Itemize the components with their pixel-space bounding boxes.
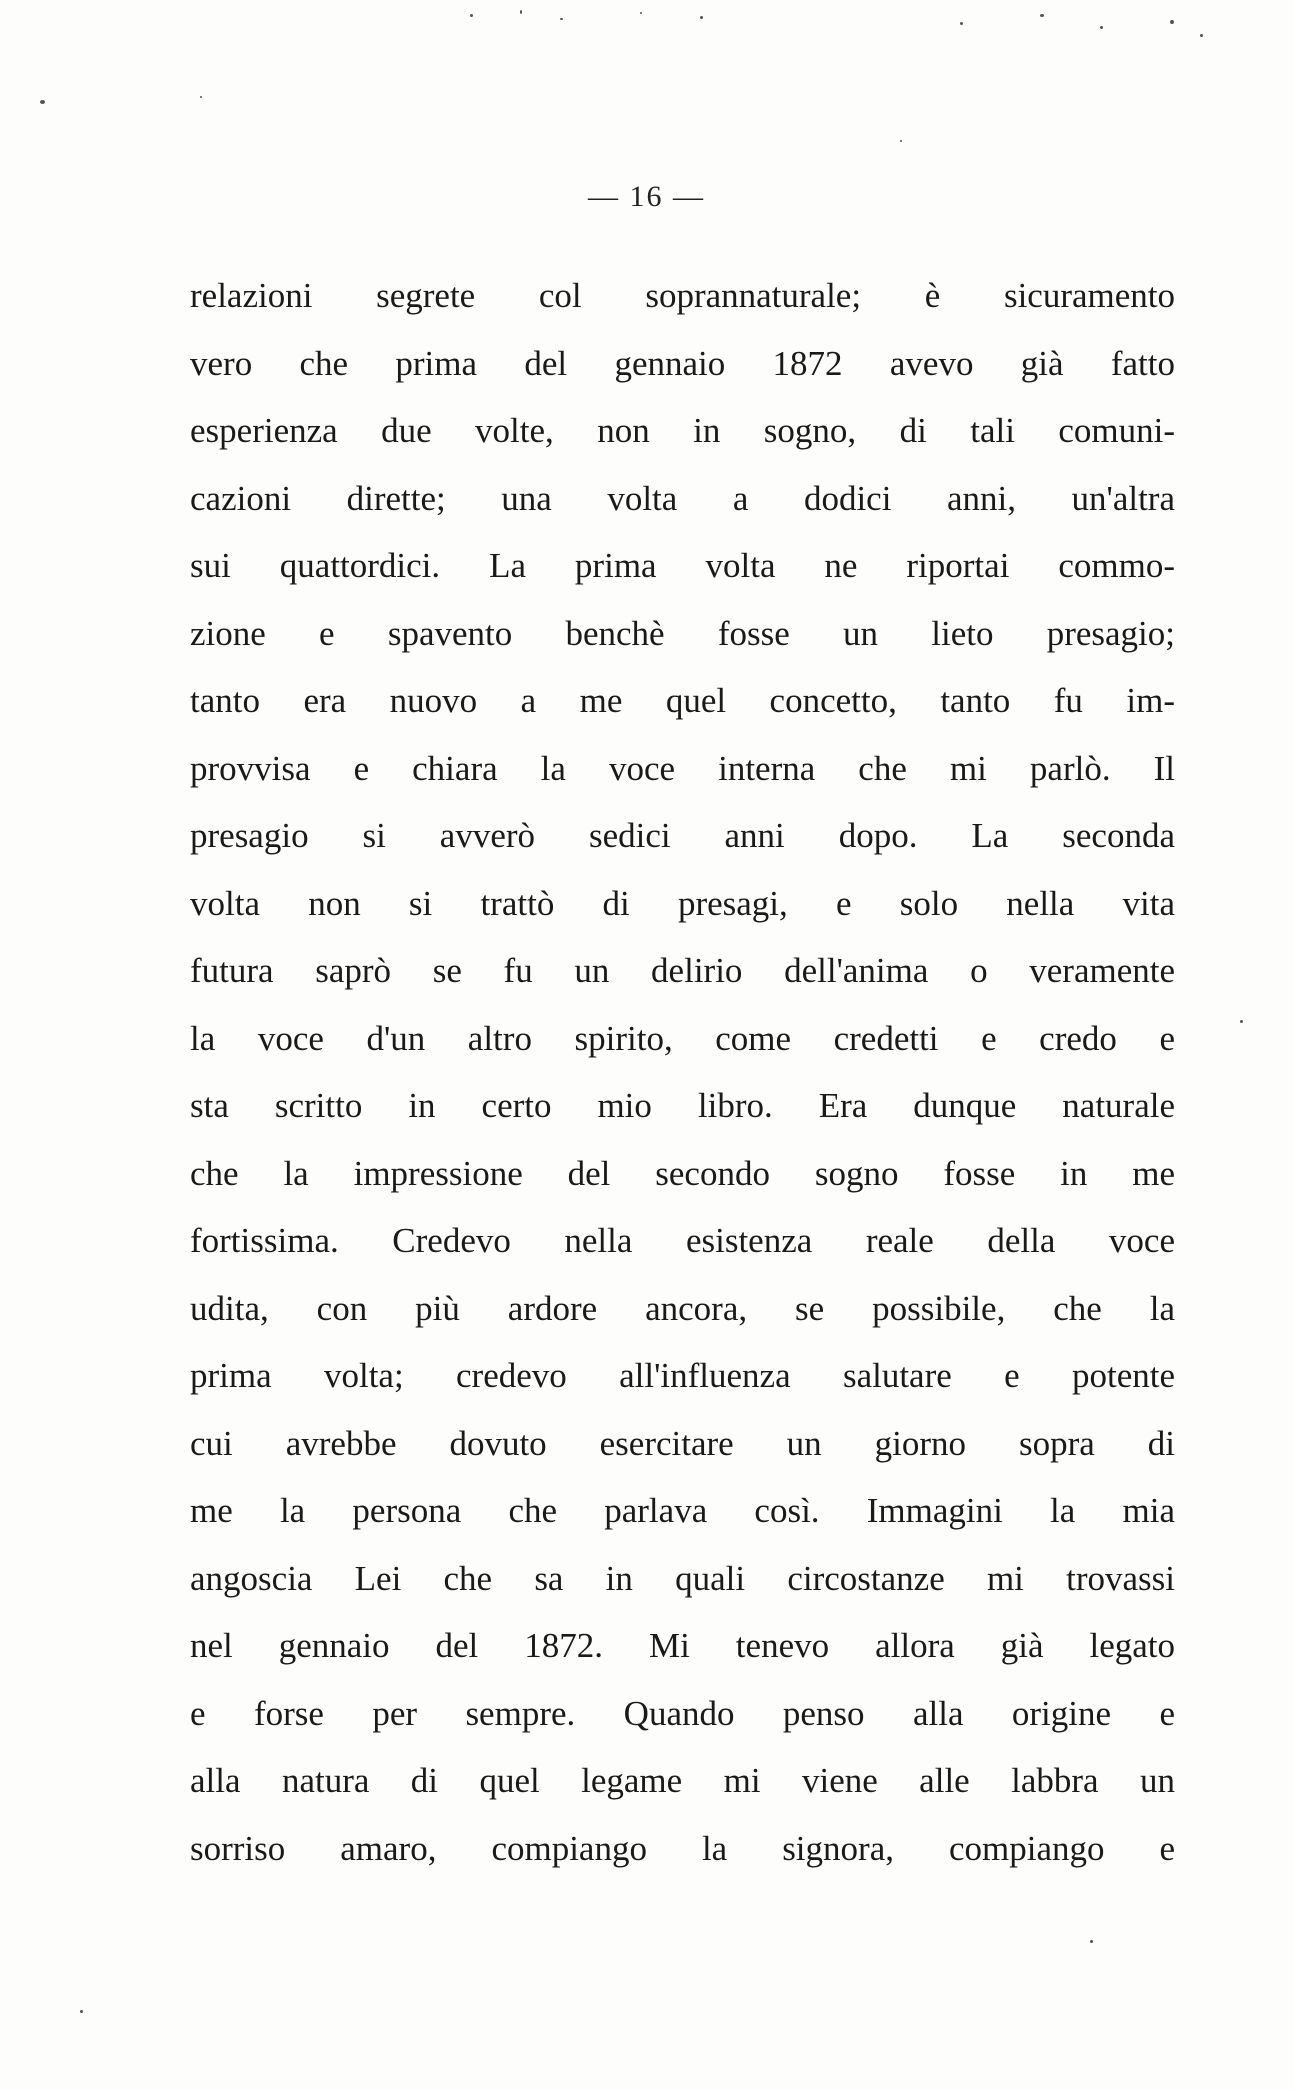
text-line: angoscia Lei che sa in quali circostanze mi trovassi (190, 1558, 1175, 1598)
text-line: che la impressione del secondo sogno fosse in me (190, 1153, 1175, 1193)
text-line: relazioni segrete col soprannaturale; è sicuramento (190, 276, 1175, 315)
text-line: cui avrebbe dovuto esercitare un giorno sopra di (190, 1423, 1175, 1463)
text-line: sui quattordici. La prima volta ne riportai commo- (190, 546, 1175, 585)
page-number: — 16 — (588, 180, 705, 213)
text-line: vero che prima del gennaio 1872 avevo già fatto (190, 343, 1175, 383)
text-line: cazioni dirette; una volta a dodici anni, un'altra (190, 478, 1175, 518)
text-line: la voce d'un altro spirito, come credetti e credo e (190, 1018, 1175, 1058)
text-line: sta scritto in certo mio libro. Era dunque naturale (190, 1086, 1175, 1125)
text-line: udita, con più ardore ancora, se possibile, che la (190, 1288, 1175, 1328)
body-text (190, 262, 1175, 1882)
text-line: tanto era nuovo a me quel concetto, tanto fu im- (190, 681, 1175, 720)
text-line: me la persona che parlava così. Immagini la mia (190, 1491, 1175, 1530)
text-line: prima volta; credevo all'influenza salutare e potente (190, 1356, 1175, 1395)
text-line: e forse per sempre. Quando penso alla origine e (190, 1693, 1175, 1733)
text-line: esperienza due volte, non in sogno, di tali comuni- (190, 411, 1175, 450)
text-line: alla natura di quel legame mi viene alle labbra un (190, 1761, 1175, 1800)
text-line: provvisa e chiara la voce interna che mi parlò. Il (190, 748, 1175, 788)
text-line: futura saprò se fu un delirio dell'anima o veramente (190, 951, 1175, 990)
text-line: nel gennaio del 1872. Mi tenevo allora già legato (190, 1626, 1175, 1665)
text-line: sorriso amaro, compiango la signora, compiango e (190, 1828, 1175, 1868)
text-line: volta non si trattò di presagi, e solo nella vita (190, 883, 1175, 923)
text-line: zione e spavento benchè fosse un lieto presagio; (190, 613, 1175, 653)
text-line: presagio si avverò sedici anni dopo. La seconda (190, 816, 1175, 855)
text-line: fortissima. Credevo nella esistenza reale della voce (190, 1221, 1175, 1260)
